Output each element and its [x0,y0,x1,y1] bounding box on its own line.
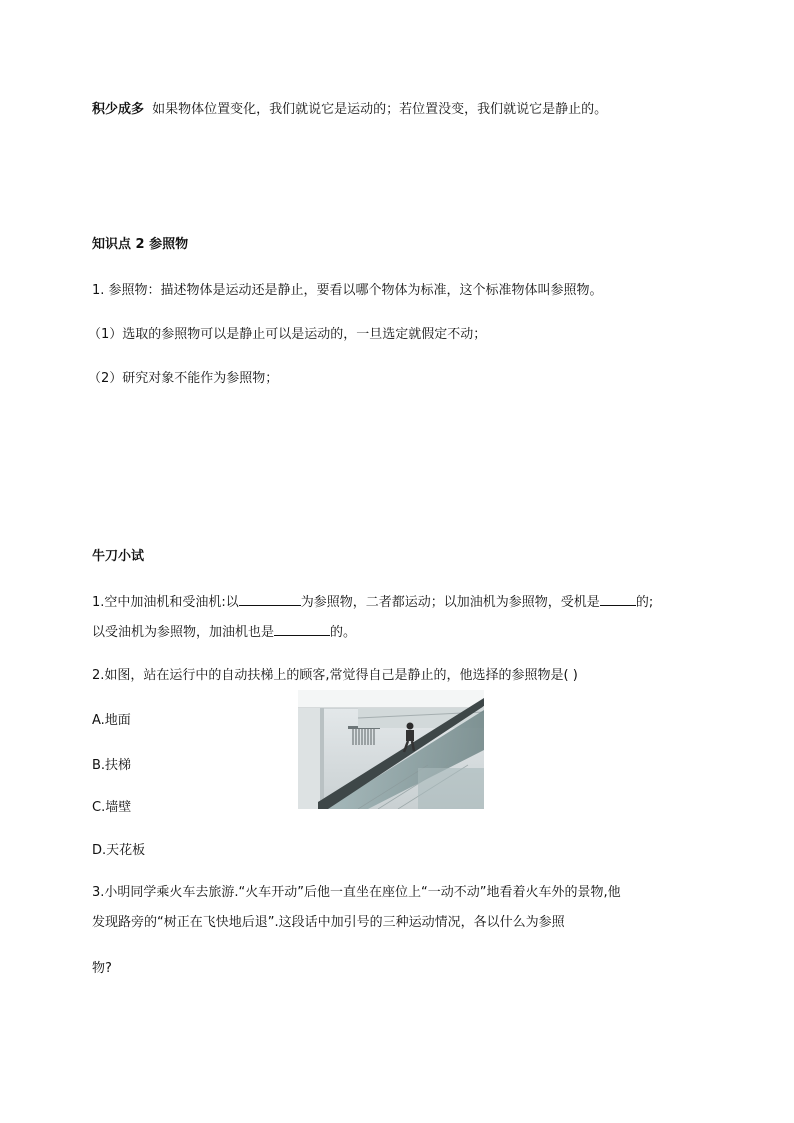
note-2: （2）研究对象不能作为参照物； [88,371,279,386]
q1-part-a: 1.空中加油机和受油机:以 [92,595,239,610]
question-3-line-2: 发现路旁的“树正在飞快地后退”.这段话中加引号的三种运动情况，各以什么为参照 [92,915,565,930]
escalator-photo [298,690,484,809]
q1-part-b: 为参照物，二者都运动；以加油机为参照物，受机是 [300,595,600,610]
intro-text: 如果物体位置变化，我们就说它是运动的；若位置没变，我们就说它是静止的。 [152,102,608,117]
q1-line2-a: 以受油机为参照物，加油机也是 [92,625,275,640]
q2-option-d: D.天花板 [92,843,146,858]
q1-blank-1[interactable] [239,593,301,606]
practice-heading: 牛刀小试 [92,549,145,564]
question-1-line-2 [92,623,356,642]
intro-label: 积少成多 [92,102,145,117]
note-1: （1）选取的参照物可以是静止可以是运动的，一旦选定就假定不动； [88,327,487,342]
question-1-line-1 [92,593,653,612]
q1-blank-3[interactable] [274,623,330,636]
q2-option-c: C.墙壁 [92,800,132,815]
section-heading-reference: 知识点 2 参照物 [92,237,189,252]
q1-line2-b: 的。 [330,625,357,640]
intro-line [92,101,607,119]
q2-option-a: A.地面 [92,713,131,728]
question-3-line-3: 物? [92,961,112,976]
definition-text: 1. 参照物：描述物体是运动还是静止，要看以哪个物体为标准，这个标准物体叫参照物。 [92,283,603,298]
q2-option-b: B.扶梯 [92,758,132,773]
q1-part-c: 的; [635,595,654,610]
question-2-stem: 2.如图，站在运行中的自动扶梯上的顾客,常觉得自己是静止的，他选择的参照物是( ) [92,668,578,683]
question-3-line-1: 3.小明同学乘火车去旅游.“火车开动”后他一直坐在座位上“一动不动”地看着火车外的景物,他 [92,885,621,900]
q1-blank-2[interactable] [600,593,636,606]
